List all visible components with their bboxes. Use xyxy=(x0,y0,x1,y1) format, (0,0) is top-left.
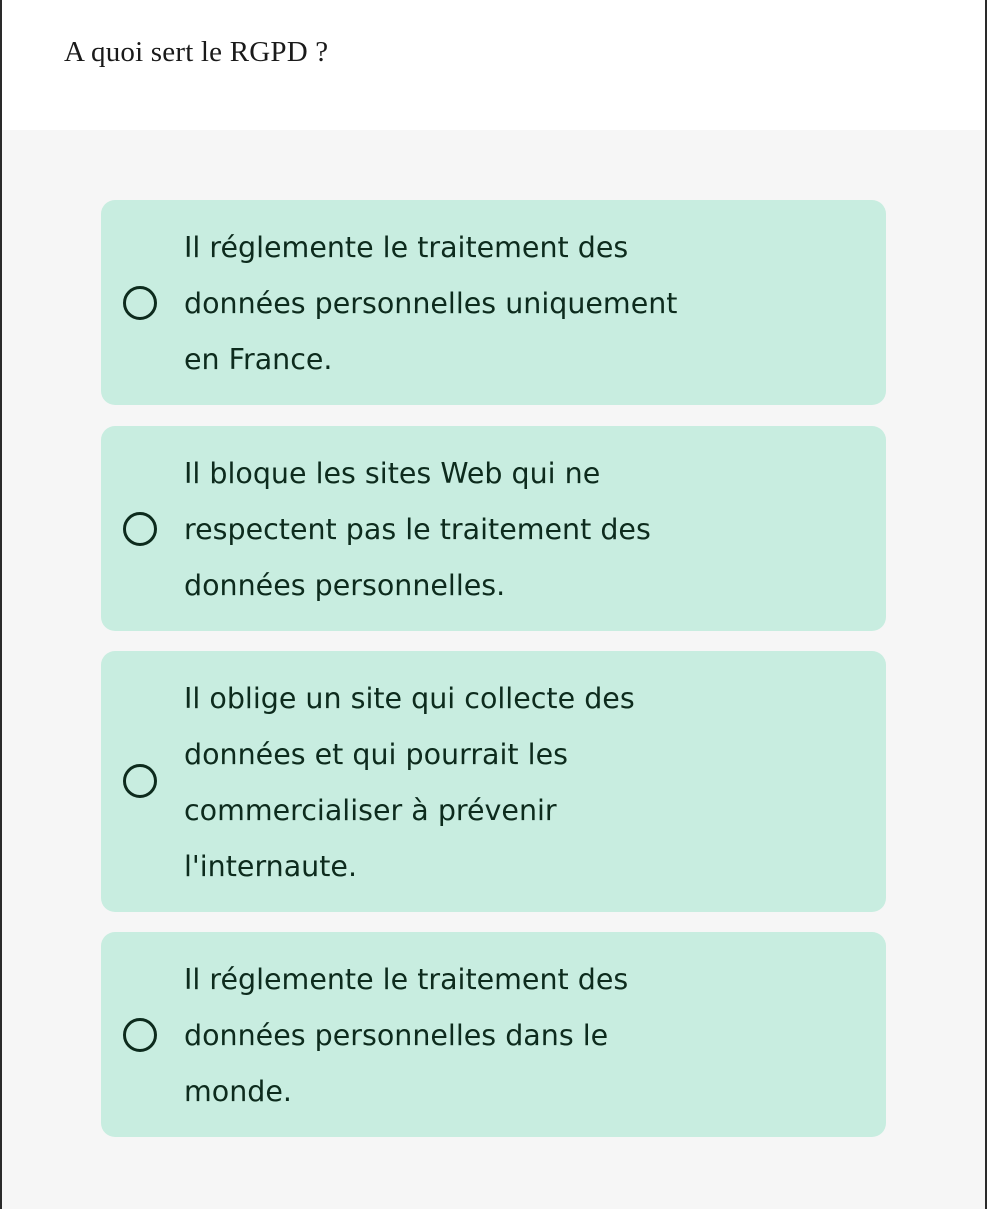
radio-button-icon[interactable] xyxy=(123,512,157,546)
answer-line: données personnelles uniquement xyxy=(184,287,678,320)
answer-line: Il réglemente le traitement des xyxy=(184,963,629,996)
answer-line: données personnelles dans le xyxy=(184,1019,609,1052)
frame-border-left xyxy=(0,0,2,1209)
answer-option-4[interactable] xyxy=(101,932,886,1137)
question-title: A quoi sert le RGPD ? xyxy=(64,36,329,68)
answer-option-text xyxy=(184,671,844,895)
answer-line: respectent pas le traitement des xyxy=(184,513,651,546)
answer-option-text xyxy=(184,952,844,1120)
answer-line: l'internaute. xyxy=(184,850,358,883)
answer-line: Il bloque les sites Web qui ne xyxy=(184,457,601,490)
answer-line: Il réglemente le traitement des xyxy=(184,231,629,264)
answer-option-text xyxy=(184,446,844,614)
radio-button-icon[interactable] xyxy=(123,764,157,798)
radio-button-icon[interactable] xyxy=(123,286,157,320)
answer-line: données et qui pourrait les xyxy=(184,738,568,771)
radio-button-icon[interactable] xyxy=(123,1018,157,1052)
answer-line: monde. xyxy=(184,1075,292,1108)
answer-option-3[interactable] xyxy=(101,651,886,912)
answer-line: données personnelles. xyxy=(184,569,506,602)
answer-option-text xyxy=(184,220,844,388)
answer-line: commercialiser à prévenir xyxy=(184,794,557,827)
answer-option-2[interactable] xyxy=(101,426,886,631)
answer-line: Il oblige un site qui collecte des xyxy=(184,682,635,715)
question-header xyxy=(2,0,985,130)
answer-line: en France. xyxy=(184,343,333,376)
answer-option-1[interactable] xyxy=(101,200,886,405)
